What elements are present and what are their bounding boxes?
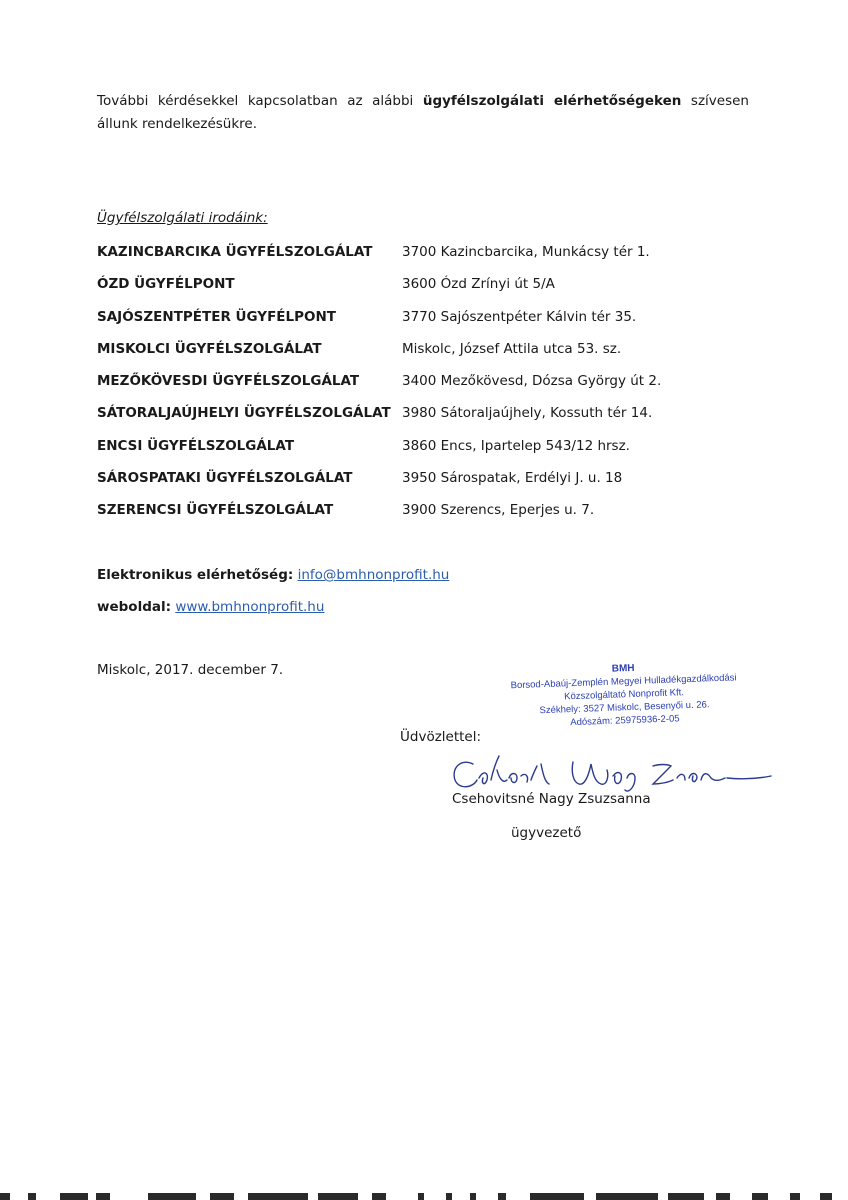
stamp-title: BMH (611, 662, 635, 675)
office-name: SÁTORALJAÚJHELYI ÜGYFÉLSZOLGÁLAT (97, 405, 391, 422)
stamp-seat: Székhely: 3527 Miskolc, Besenyői u. 26. (539, 699, 710, 717)
office-row (97, 236, 757, 268)
intro-paragraph (97, 90, 749, 136)
office-row (97, 301, 757, 333)
offices-heading: Ügyfélszolgálati irodáink: (97, 210, 268, 226)
office-row (97, 462, 757, 494)
office-address: 3900 Szerencs, Eperjes u. 7. (402, 502, 595, 519)
office-address: 3400 Mezőkövesd, Dózsa György út 2. (402, 373, 662, 390)
website-label: weboldal (97, 599, 166, 615)
office-name: ÓZD ÜGYFÉLPONT (97, 276, 235, 293)
stamp-company-name: Borsod-Abaúj-Zemplén Megyei Hulladékgazdálkodási (510, 672, 737, 692)
office-name: SZERENCSI ÜGYFÉLSZOLGÁLAT (97, 502, 334, 519)
intro-text-bold: ügyfélszolgálati elérhetőségeken (422, 93, 682, 109)
office-row (97, 365, 757, 397)
office-address: 3950 Sárospatak, Erdélyi J. u. 18 (402, 470, 623, 487)
office-row (97, 268, 757, 300)
office-address: 3980 Sátoraljaújhely, Kossuth tér 14. (402, 405, 653, 422)
signer-role: ügyvezető (511, 825, 582, 841)
intro-text-start: További kérdésekkel kapcsolatban az alábbi (97, 93, 423, 109)
office-name: SAJÓSZENTPÉTER ÜGYFÉLPONT (97, 308, 336, 325)
intro-text-end: szívesen állunk rendelkezésükre. (97, 93, 749, 132)
email-link[interactable]: info@bmhnonprofit.hu (297, 567, 450, 583)
stamp-company-type: Közszolgáltató Nonprofit Kft. (563, 687, 685, 703)
office-address: 3700 Kazincbarcika, Munkácsy tér 1. (402, 244, 650, 260)
office-name: KAZINCBARCIKA ÜGYFÉLSZOLGÁLAT (97, 244, 373, 260)
website-contact (97, 599, 324, 615)
office-row (97, 397, 757, 429)
office-name: MISKOLCI ÜGYFÉLSZOLGÁLAT (97, 340, 322, 357)
company-stamp (488, 658, 760, 732)
office-name: ENCSI ÜGYFÉLSZOLGÁLAT (97, 437, 295, 454)
office-row (97, 430, 757, 462)
stamp-tax-number: Adószám: 25975936-2-05 (570, 713, 680, 729)
office-address: 3600 Ózd Zrínyi út 5/A (402, 276, 555, 293)
greeting: Üdvözlettel: (400, 729, 482, 745)
office-address: 3860 Encs, Ipartelep 543/12 hrsz. (402, 437, 630, 454)
office-name: MEZŐKÖVESDI ÜGYFÉLSZOLGÁLAT (97, 373, 360, 390)
letter-date: Miskolc, 2017. december 7. (97, 662, 284, 678)
signer-name: Csehovitsné Nagy Zsuzsanna (452, 791, 651, 807)
footer-decorative-strip (0, 1193, 848, 1200)
offices-list (97, 236, 757, 527)
office-address: Miskolc, József Attila utca 53. sz. (402, 340, 622, 357)
website-link[interactable]: www.bmhnonprofit.hu (175, 599, 325, 615)
office-name: SÁROSPATAKI ÜGYFÉLSZOLGÁLAT (97, 470, 353, 487)
website-label-colon: : (165, 599, 172, 615)
office-row (97, 494, 757, 526)
email-contact (97, 567, 449, 583)
office-address: 3770 Sajószentpéter Kálvin tér 35. (402, 308, 637, 325)
office-row (97, 333, 757, 365)
email-label: Elektronikus elérhetőség (97, 567, 288, 583)
email-label-colon: : (287, 567, 294, 583)
